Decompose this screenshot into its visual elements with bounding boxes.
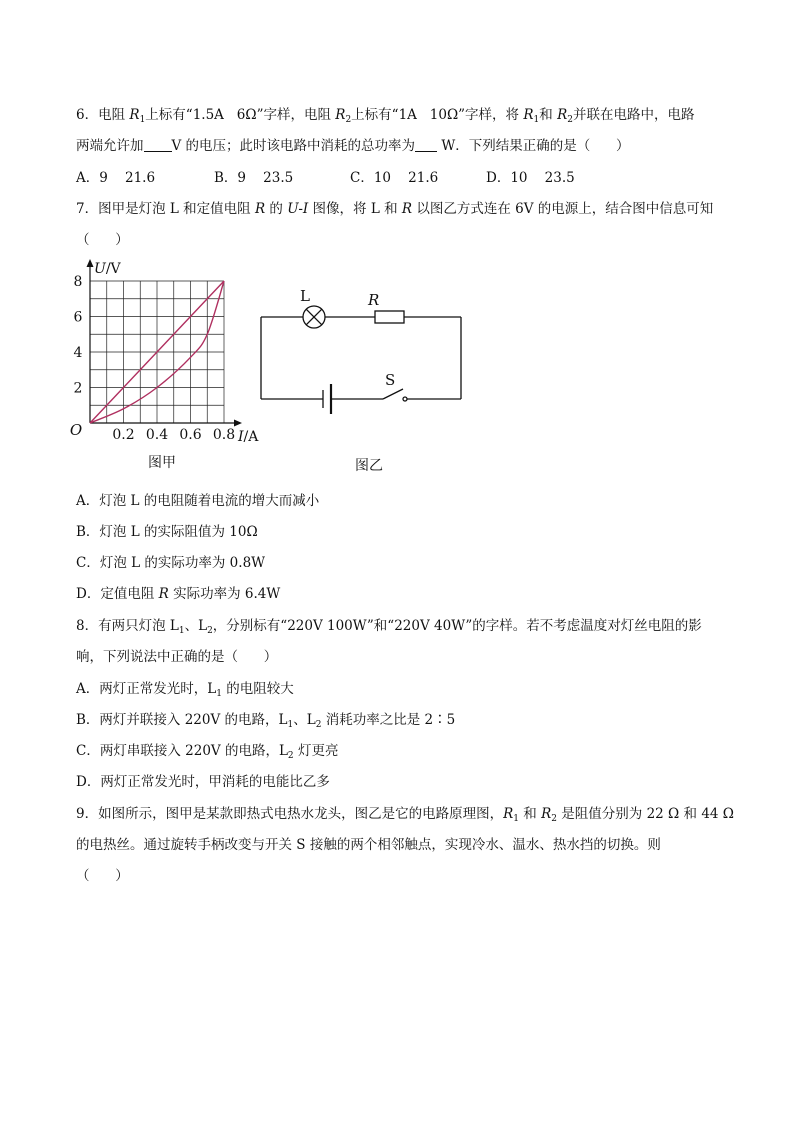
q6-option-d[interactable]: D．10 23.5 [486, 170, 575, 186]
q8-line-2: 响，下列说法中正确的是（ ） [76, 649, 278, 665]
q9-number: 9 [76, 806, 85, 822]
q8-option-d[interactable]: D．两灯正常发光时，甲消耗的电能比乙多 [76, 774, 330, 790]
lamp-label: L [300, 287, 310, 305]
y-tick-label: 8 [73, 274, 83, 290]
q7-option-c[interactable]: C．灯泡 L 的实际功率为 0.8W [76, 555, 266, 571]
switch-label: S [385, 371, 396, 389]
lamp-symbol [303, 306, 325, 328]
fig-yi-caption: 图乙 [355, 458, 383, 474]
q6-line-1: 6．电阻 $R_1$上标有“1.5A 6Ω”字样，电阻 $R_2$上标有“1A 10Ω”字样，将 $R_1$和 $R_2$并联在电路中，电路 [76, 107, 695, 125]
y-tick-label: 2 [73, 380, 83, 397]
switch-symbol [383, 389, 407, 401]
battery-symbol [323, 384, 331, 414]
fig-jia-caption: 图甲 [148, 455, 176, 471]
origin-label: O [69, 421, 83, 439]
q8-line-1: 8．有两只灯泡 $L_1$、$L_2$，分别标有“220V 100W”和“220V 40W”的字样。若不考虑温度对灯丝电阻的影 [76, 618, 702, 636]
answer-blank[interactable] [144, 139, 172, 152]
x-tick-label: 0.8 [212, 427, 236, 443]
q7-line-1: 7．图甲是灯泡 L 和定值电阻 R 的 U-I 图像，将 L 和 R 以图乙方式连在 6V 的电源上，结合图中信息可知 [76, 201, 714, 217]
y-axis-label: U/V [94, 261, 121, 277]
y-tick-label: 4 [73, 345, 83, 361]
q6-option-b[interactable]: B．9 23.5 [214, 170, 294, 186]
q8-option-b[interactable]: B．两灯并联接入 220V 的电路，$L_1$、$L_2$ 消耗功率之比是 2∶5 [76, 712, 456, 730]
ui-graph [69, 255, 259, 445]
q8-option-a[interactable]: A．两灯正常发光时，$L_1$ 的电阻较大 [76, 681, 294, 699]
q7-option-b[interactable]: B．灯泡 L 的实际阻值为 10Ω [76, 524, 258, 540]
q6-line-2: 两端允许加 V 的电压；此时该电路中消耗的总功率为 W．下列结果正确的是（ ） [76, 138, 630, 154]
q7-number: 7 [76, 201, 85, 217]
resistor-symbol [375, 311, 404, 323]
answer-blank[interactable] [415, 139, 437, 152]
q8-option-c[interactable]: C．两灯串联接入 220V 的电路，$L_2$ 灯更亮 [76, 743, 339, 761]
graph-labels [70, 261, 259, 445]
q7-option-d[interactable]: D．定值电阻 R 实际功率为 6.4W [76, 586, 281, 602]
q7-option-a[interactable]: A．灯泡 L 的电阻随着电流的增大而减小 [76, 493, 320, 509]
q6-option-a[interactable]: A．9 21.6 [76, 170, 156, 186]
circuit-wires [261, 317, 461, 399]
x-axis-label: I/A [238, 429, 259, 445]
q6-option-c[interactable]: C．10 21.6 [350, 170, 439, 186]
q9-line-2: 的电热丝。通过旋转手柄改变与开关 S 接触的两个相邻触点，实现冷水、温水、热水挡的切换。则 [76, 837, 661, 853]
resistor-label: R [368, 291, 380, 309]
q9-line-3: （ ） [76, 868, 129, 884]
q9-line-1: 9．如图所示，图甲是某款即热式电热水龙头，图乙是它的电路原理图，$R_1$ 和 $R_2$ 是阻值分别为 22 Ω 和 44 Ω [76, 806, 734, 824]
q8-number: 8 [76, 618, 85, 634]
y-tick-label: 6 [73, 309, 83, 326]
q7-line-2: （ ） [76, 232, 129, 248]
x-tick-label: 0.4 [145, 427, 169, 443]
x-tick-label: 0.6 [179, 427, 202, 443]
circuit-diagram [255, 282, 470, 412]
q6-number: 6 [76, 107, 85, 123]
x-tick-label: 0.2 [112, 427, 135, 443]
